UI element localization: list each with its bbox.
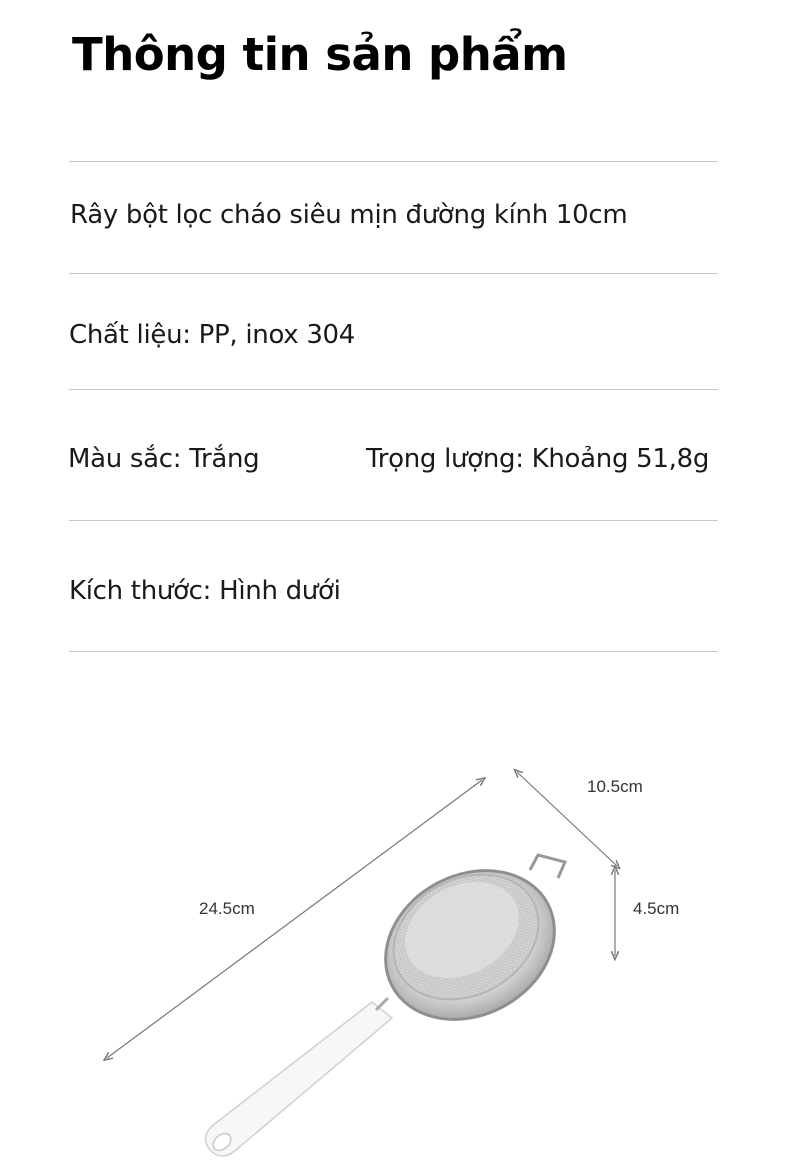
weight-info: Trọng lượng: Khoảng 51,8g [366,444,710,474]
page-title: Thông tin sản phẩm [72,28,568,81]
length-label: 24.5cm [199,899,255,918]
size-info: Kích thước: Hình dưới [69,576,341,606]
divider [69,520,718,521]
depth-label: 4.5cm [633,899,680,918]
product-name: Rây bột lọc cháo siêu mịn đường kính 10cm [70,200,628,230]
divider [69,389,718,390]
strainer-image [205,842,580,1156]
material-info: Chất liệu: PP, inox 304 [69,320,356,350]
diameter-label: 10.5cm [587,777,643,796]
strainer-dimension-diagram [0,700,790,1170]
divider [69,273,718,274]
divider [69,651,718,652]
color-info: Màu sắc: Trắng [68,444,260,474]
divider [69,161,718,162]
